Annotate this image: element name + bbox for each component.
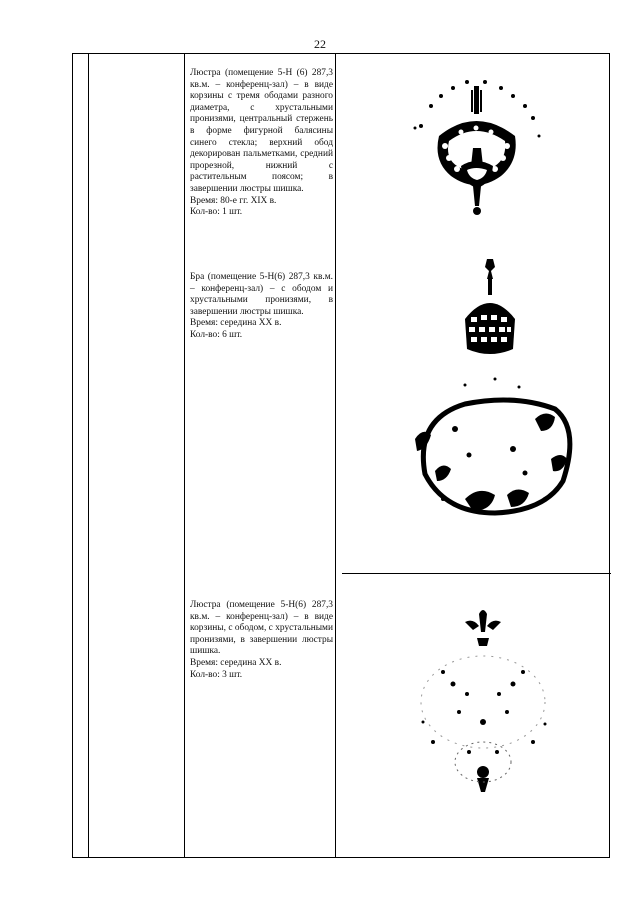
chandelier-2-photo [403, 602, 563, 802]
item-time: Время: середина XX в. [190, 318, 282, 329]
inventory-table [72, 53, 610, 858]
item-text: Бра (помещение 5-Н(6) 287,3 кв.м. – конференц-зал) – с ободом и хрустальными пронизями, в завершении люстры шишка. [190, 272, 333, 317]
item-description-chandelier-1 [190, 68, 333, 219]
column-divider [335, 54, 336, 857]
chandelier-photo [401, 66, 551, 236]
item-count: Кол-во: 1 шт. [190, 207, 243, 218]
item-count: Кол-во: 6 шт. [190, 329, 243, 340]
column-divider [88, 54, 89, 857]
item-count: Кол-во: 3 шт. [190, 669, 243, 680]
row-divider [342, 573, 611, 574]
item-text: Люстра (помещение 5-Н(6) 287,3 кв.м. – конференц-зал) – в виде корзины, с ободом, с хрустальными пронизями, в завершении люстры шишка. [190, 600, 333, 657]
sconce-photo [395, 259, 585, 529]
item-text: Люстра (помещение 5-Н (6) 287,3 кв.м. – конференц-зал) – в виде корзины с тремя ободами разного диаметра, с хрустальными пронизями, центральный стержень в форме фигурной балясины синего стекла; верхний обод декорирован пальметками, средний прорезной, нижний с растительным поясом; в завершении люстры шишка. [190, 68, 333, 194]
item-description-sconce [190, 272, 333, 342]
item-description-chandelier-2 [190, 600, 333, 681]
item-time: Время: 80-е гг. XIX в. [190, 195, 277, 206]
item-time: Время: середина XX в. [190, 657, 282, 668]
page-number: 22 [314, 37, 326, 51]
column-divider [184, 54, 185, 857]
